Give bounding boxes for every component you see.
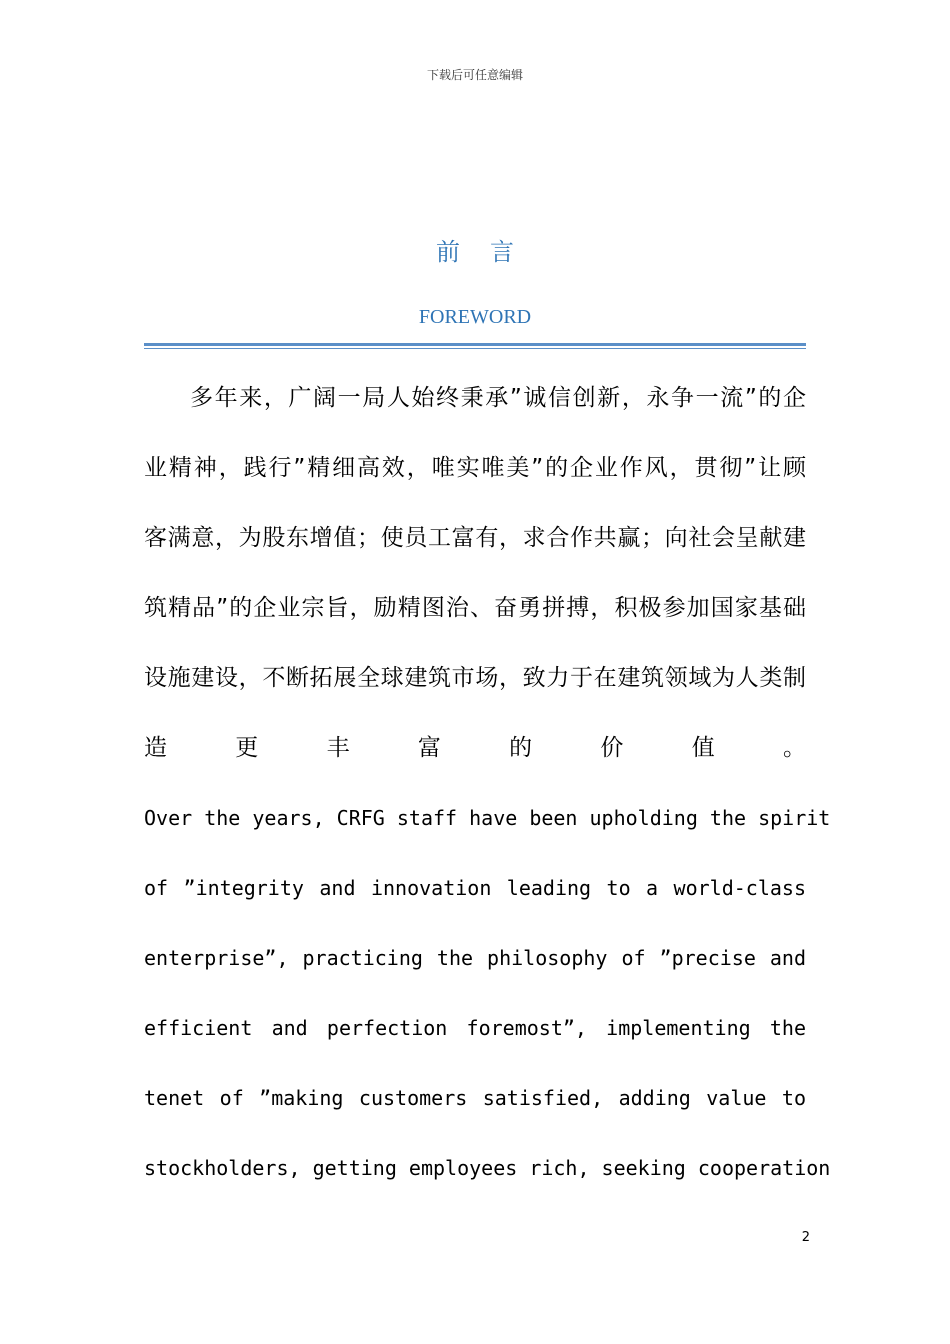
english-paragraph-line: tenet of ”making customers satisfied, adding value to (144, 1086, 806, 1110)
english-paragraph-line: enterprise”, practicing the philosophy of ”precise and (144, 946, 806, 970)
english-paragraph-line: of ”integrity and innovation leading to a world-class (144, 876, 806, 900)
chinese-paragraph-line: 筑精品”的企业宗旨，励精图治、奋勇拼搏，积极参加国家基础 (144, 595, 806, 621)
chinese-paragraph-line: 造 更 丰 富 的 价 值 。 (144, 735, 806, 761)
page-subtitle: FOREWORD (418, 306, 532, 328)
chinese-paragraph-line: 客满意，为股东增值；使员工富有，求合作共赢；向社会呈献建 (144, 525, 806, 551)
chinese-paragraph-line: 业精神，践行”精细高效，唯实唯美”的企业作风，贯彻”让顾 (144, 455, 806, 481)
page-number: 2 (801, 1230, 810, 1245)
english-paragraph-line: stockholders, getting employees rich, seeking cooperation (144, 1156, 831, 1180)
title-divider (144, 343, 806, 349)
page-title: 前言 (436, 238, 544, 266)
chinese-paragraph-line: 多年来，广阔一局人始终秉承”诚信创新，永争一流”的企 (190, 385, 806, 411)
chinese-paragraph-line: 设施建设，不断拓展全球建筑市场，致力于在建筑领域为人类制 (144, 665, 806, 691)
english-paragraph-line: Over the years, CRFG staff have been upholding the spirit (144, 806, 831, 830)
english-paragraph-line: efficient and perfection foremost”, implementing the (144, 1016, 806, 1040)
header-note: 下载后可任意编辑 (426, 68, 523, 82)
